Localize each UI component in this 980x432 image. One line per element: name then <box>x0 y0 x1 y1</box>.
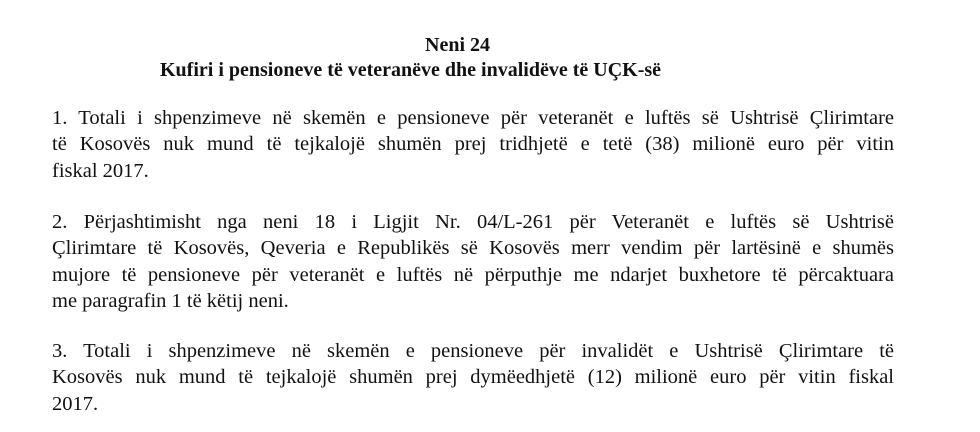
text-line: të Kosovës nuk mund të tejkalojë shumën prej tridhjetë e tetë (38) milionë euro për vitin <box>52 133 894 156</box>
text-line: fiskal 2017. <box>52 159 149 182</box>
article-title: Kufiri i pensioneve të veteranëve dhe invalidëve të UÇK-së <box>160 59 662 81</box>
text-line: Çlirimtare të Kosovës, Qeveria e Republikës së Kosovës merr vendim për lartësinë e shumës <box>52 237 894 260</box>
paragraph-1 <box>52 105 894 184</box>
text-line: 2017. <box>52 392 99 415</box>
text-line: 3. Totali i shpenzimeve në skemën e pensioneve për invalidët e Ushtrisë Çlirimtare të <box>52 340 894 362</box>
text-line: Kosovës nuk mund të tejkalojë shumën prej dymëedhjetë (12) milionë euro për vitin fiskal <box>52 366 894 389</box>
text-line: me paragrafin 1 të këtij neni. <box>52 289 289 312</box>
text-line: mujore të pensioneve për veteranët e luftës në përputhje me ndarjet buxhetore të përcaktuara <box>52 263 894 286</box>
text-line: 1. Totali i shpenzimeve në skemën e pensioneve për veteranët e luftës së Ushtrisë Çlirimtare <box>52 107 894 129</box>
article-number: Neni 24 <box>425 34 490 56</box>
paragraph-2 <box>52 209 894 314</box>
paragraph-3 <box>52 338 894 417</box>
text-line: 2. Përjashtimisht nga neni 18 i Ligjit Nr. 04/L-261 për Veteranët e luftës së Ushtrisë <box>52 211 894 233</box>
